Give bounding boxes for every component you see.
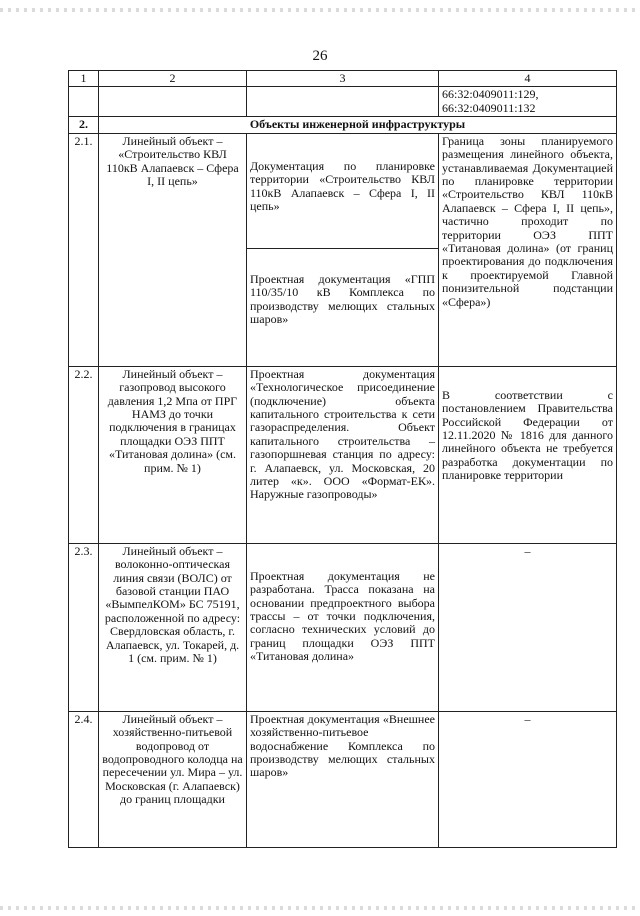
object-name: Линейный объект – волоконно-оптическая линия связи (ВОЛС) от базовой станции ПАО «ВымпелКОМ» БС 75191, расположенной по адресу: Свердловская область, г. Алапаевск, ул. Токарей, д. 1 (см. прим. № 1) [99, 543, 247, 711]
col-4-header: 4 [439, 71, 617, 87]
project-documentation: Проектная документация «Технологическое присоединение (подключение) объекта капитального строительства к сети газораспределения. Объект капитального строительства – газопоршневая станция по адресу: г. Алапаевск, ул. Московская, 20 литер «к». ООО «Формат-ЕК». Наружные газопроводы» [247, 366, 439, 543]
project-documentation: Проектная документация «Внешнее хозяйственно-питьевое водоснабжение Комплекса по производству мелющих стальных шаров» [247, 711, 439, 847]
scan-artifact-bottom [0, 906, 640, 910]
col-1-header: 1 [69, 71, 99, 87]
note: В соответствии с постановлением Правительства Российской Федерации от 12.11.2020 № 1816 для данного линейного объекта не требуется разработка документации по планировке территории [439, 366, 617, 543]
row-number: 2.1. [69, 133, 99, 366]
continuation-cadastral-numbers: 66:32:0409011:129, 66:32:0409011:132 [439, 87, 617, 117]
column-number-row [69, 71, 617, 87]
col-2-header: 2 [99, 71, 247, 87]
planning-documentation: Документация по планировке территории «Строительство КВЛ 110кВ Алапаевск – Сфера I, II цепь» [247, 133, 439, 248]
note: – [439, 711, 617, 847]
object-name: Линейный объект – хозяйственно-питьевой водопровод от водопроводного колодца на пересечении ул. Мира – ул. Московская (г. Алапаевск) до границ площадки [99, 711, 247, 847]
section-number: 2. [69, 117, 99, 133]
table-row-2-4 [69, 711, 617, 847]
note: – [439, 543, 617, 711]
project-documentation: Проектная документация «ГПП 110/35/10 кВ Комплекса по производству мелющих стальных шаров» [247, 248, 439, 366]
scan-artifact-top [0, 8, 640, 12]
section-row [69, 117, 617, 133]
table-row-2-3 [69, 543, 617, 711]
section-title: Объекты инженерной инфраструктуры [99, 117, 617, 133]
continuation-row [69, 87, 617, 117]
project-documentation: Проектная документация не разработана. Трасса показана на основании предпроектного выбора трассы – от точки подключения, согласно технических условий до границ площадки ОЭЗ ППТ «Титановая долина» [247, 543, 439, 711]
table-row-2-2 [69, 366, 617, 543]
page-number: 26 [312, 48, 328, 64]
table-row-2-1 [69, 133, 617, 248]
col-3-header: 3 [247, 71, 439, 87]
object-name: Линейный объект – газопровод высокого давления 1,2 Мпа от ПРГ НАМЗ до точки подключения в границах площадки ОЭЗ ППТ «Титановая долина» (см. прим. № 1) [99, 366, 247, 543]
row-number: 2.2. [69, 366, 99, 543]
row-number: 2.4. [69, 711, 99, 847]
infrastructure-table [68, 70, 617, 848]
object-name: Линейный объект – «Строительство КВЛ 110кВ Алапаевск – Сфера I, II цепь» [99, 133, 247, 366]
note: Граница зоны планируемого размещения линейного объекта, устанавливаемая Документацией по планировке территории «Строительство КВЛ 110кВ Алапаевск – Сфера I, II цепь», частично проходит по территории ОЭЗ ППТ «Титановая долина» (от границ проектирования до подключения к проектируемой Главной понизительной подстанции «Сфера») [439, 133, 617, 366]
row-number: 2.3. [69, 543, 99, 711]
